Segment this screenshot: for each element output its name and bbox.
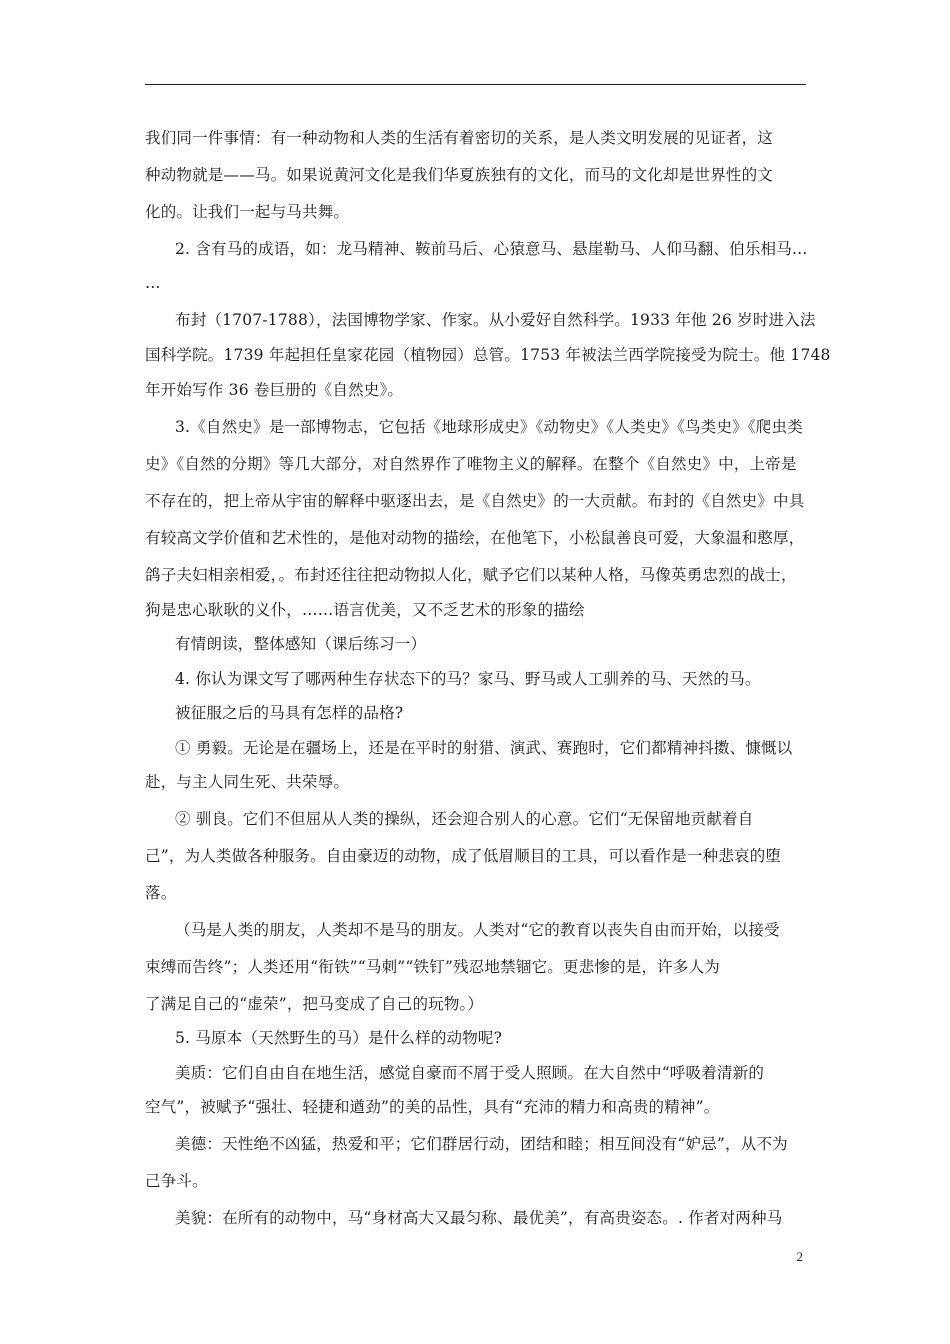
text-line: 赴，与主人同生死、共荣辱。 [145, 773, 350, 791]
text-line: 3.《自然史》是一部博物志，它包括《地球形成史》《动物史》《人类史》《鸟类史》《爬虫类 [175, 418, 803, 436]
text-line: 种动物就是——马。如果说黄河文化是我们华夏族独有的文化，而马的文化却是世界性的文 [145, 166, 774, 184]
text-line: 己争斗。 [145, 1172, 208, 1190]
header-rule [145, 84, 806, 85]
text-line: 史》《自然的分期》等几大部分，对自然界作了唯物主义的解释。在整个《自然史》中，上帝是 [145, 455, 797, 473]
text-line: 有较高文学价值和艺术性的，是他对动物的描绘，在他笔下，小松鼠善良可爱，大象温和憨厚， [145, 529, 805, 547]
text-line: 鸽子夫妇相亲相爱，。布封还往往把动物拟人化，赋予它们以某种人格，马像英勇忠烈的战士， [145, 566, 797, 584]
text-line: 空气”，被赋予“强壮、轻捷和遒劲”的美的品性，具有“充沛的精力和高贵的精神”。 [145, 1098, 720, 1116]
text-line: 国科学院。1739 年起担任皇家花园（植物园）总管。1753 年被法兰西学院接受为院士。他 1748 [145, 346, 831, 364]
text-line: 被征服之后的马具有怎样的品格? [175, 704, 404, 722]
text-line: 美貌：在所有的动物中，马“身材高大又最匀称、最优美”，有高贵姿态。. 作者对两种马 [175, 1209, 783, 1227]
text-line: 不存在的，把上帝从宇宙的解释中驱逐出去，是《自然史》的一大贡献。布封的《自然史》中具 [145, 492, 805, 510]
text-line: 4. 你认为课文写了哪两种生存状态下的马？家马、野马或人工驯养的马、天然的马。 [175, 670, 761, 688]
text-line: 狗是忠心耿耿的义仆，……语言优美，又不乏艺术的形象的描绘 [145, 601, 585, 619]
page-number: 2 [796, 1249, 803, 1264]
text-line: （马是人类的朋友，人类却不是马的朋友。人类对“它的教育以丧失自由而开始，以接受 [175, 921, 780, 939]
text-line: 布封（1707-1788），法国博物学家、作家。从小爱好自然科学。1933 年他 26 岁时进入法 [175, 311, 816, 329]
text-line: 美德：天性绝不凶猛，热爱和平；它们群居行动，团结和睦；相互间没有“妒忌”，从不为 [175, 1135, 788, 1153]
text-line: 2. 含有马的成语，如：龙马精神、鞍前马后、心猿意马、悬崖勒马、人仰马翻、伯乐相马… [175, 240, 808, 258]
text-line: … [145, 274, 161, 292]
text-line: 落。 [145, 884, 177, 902]
text-line: 5. 马原本（天然野生的马）是什么样的动物呢? [175, 1029, 503, 1047]
text-line: ② 驯良。它们不但屈从人类的操纵，还会迎合别人的心意。它们“无保留地贡献着自 [175, 810, 754, 828]
text-line: 束缚而告终”；人类还用“衔铁”“马刺”“铁钉”残忍地禁锢它。更悲惨的是，许多人为 [145, 958, 720, 976]
text-line: ① 勇毅。无论是在疆场上，还是在平时的射猎、演武、赛跑时，它们都精神抖擞、慷慨以 [175, 739, 793, 757]
text-line: 化的。让我们一起与马共舞。 [145, 203, 350, 221]
text-line: 我们同一件事情：有一种动物和人类的生活有着密切的关系，是人类文明发展的见证者，这 [145, 129, 774, 147]
text-line: 了满足自己的“虚荣”，把马变成了自己的玩物。） [145, 995, 484, 1013]
text-line: 有情朗读，整体感知（课后练习一） [175, 635, 427, 653]
text-line: 己”，为人类做各种服务。自由豪迈的动物，成了低眉顺目的工具，可以看作是一种悲哀的堕 [145, 847, 782, 865]
text-line: 年开始写作 36 卷巨册的《自然史》。 [145, 381, 404, 399]
text-line: 美质：它们自由自在地生活，感觉自豪而不屑于受人照顾。在大自然中“呼吸着清新的 [175, 1064, 765, 1082]
